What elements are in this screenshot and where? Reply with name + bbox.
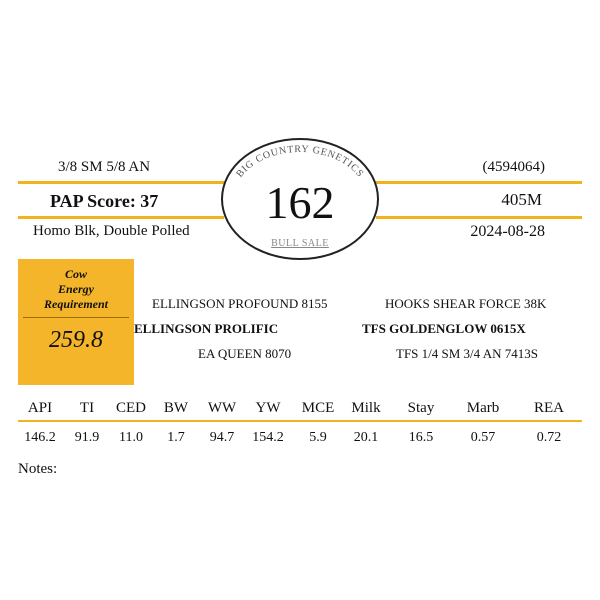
epd-value-rea: 0.72 xyxy=(536,430,562,445)
epd-header-bw: BW xyxy=(163,400,189,416)
epd-value-stay: 16.5 xyxy=(408,430,434,445)
pedigree-sire-dam: EA QUEEN 8070 xyxy=(198,346,292,361)
notes-label: Notes: xyxy=(18,461,58,477)
birth-date: 2024-08-28 xyxy=(470,223,545,240)
epd-header-milk: Milk xyxy=(351,400,381,416)
pedigree-dam: TFS GOLDENGLOW 0615X xyxy=(362,321,526,336)
epd-value-marb: 0.57 xyxy=(470,430,496,445)
epd-header-rea: REA xyxy=(534,400,564,416)
epd-header-ced: CED xyxy=(116,400,146,416)
epd-value-api: 146.2 xyxy=(24,430,56,445)
epd-header-mce: MCE xyxy=(301,400,335,416)
pedigree-dam-sire: HOOKS SHEAR FORCE 38K xyxy=(385,296,547,311)
cow-energy-title xyxy=(18,267,134,312)
pedigree-dam-dam: TFS 1/4 SM 3/4 AN 7413S xyxy=(396,346,538,361)
accent-line-right-bottom xyxy=(376,216,582,219)
accent-line-left-top xyxy=(18,181,224,184)
svg-text:BIG COUNTRY GENETICS: BIG COUNTRY GENETICS xyxy=(234,143,366,180)
cow-energy-title-line2: Energy xyxy=(58,282,94,296)
cow-energy-box xyxy=(18,259,134,385)
epd-value-bw: 1.7 xyxy=(167,430,185,445)
epd-value-ti: 91.9 xyxy=(74,430,100,445)
epd-header-ti: TI xyxy=(79,400,95,416)
cow-energy-divider xyxy=(23,317,129,318)
epd-value-ced: 11.0 xyxy=(119,430,143,445)
phenotype-traits: Homo Blk, Double Polled xyxy=(33,223,190,239)
epd-header-marb: Marb xyxy=(466,400,500,416)
accent-line-left-bottom xyxy=(18,216,224,219)
epd-header-yw: YW xyxy=(255,400,281,416)
tag-number: 405M xyxy=(501,190,542,209)
cow-energy-title-line1: Cow xyxy=(64,267,87,281)
epd-header-underline xyxy=(18,420,582,422)
cow-energy-value: 259.8 xyxy=(49,327,103,353)
sale-logo xyxy=(221,138,379,260)
pedigree-sire: ELLINGSON PROLIFIC xyxy=(134,321,279,336)
pedigree-sire-sire: ELLINGSON PROFOUND 8155 xyxy=(152,296,328,311)
epd-value-milk: 20.1 xyxy=(353,430,379,445)
epd-value-mce: 5.9 xyxy=(309,430,327,445)
accent-line-right-top xyxy=(376,181,582,184)
epd-header-stay: Stay xyxy=(407,400,435,416)
epd-header-ww: WW xyxy=(207,400,237,416)
epd-header-api: API xyxy=(27,400,53,416)
epd-value-ww: 94.7 xyxy=(209,430,235,445)
breed-composition: 3/8 SM 5/8 AN xyxy=(58,159,151,175)
epd-value-yw: 154.2 xyxy=(252,430,284,445)
bull-sale-label: BULL SALE xyxy=(271,238,329,249)
registration-number: (4594064) xyxy=(482,159,545,175)
cow-energy-title-line3: Requirement xyxy=(43,297,108,311)
pap-score: PAP Score: 37 xyxy=(50,191,159,211)
lot-number: 162 xyxy=(265,177,335,228)
